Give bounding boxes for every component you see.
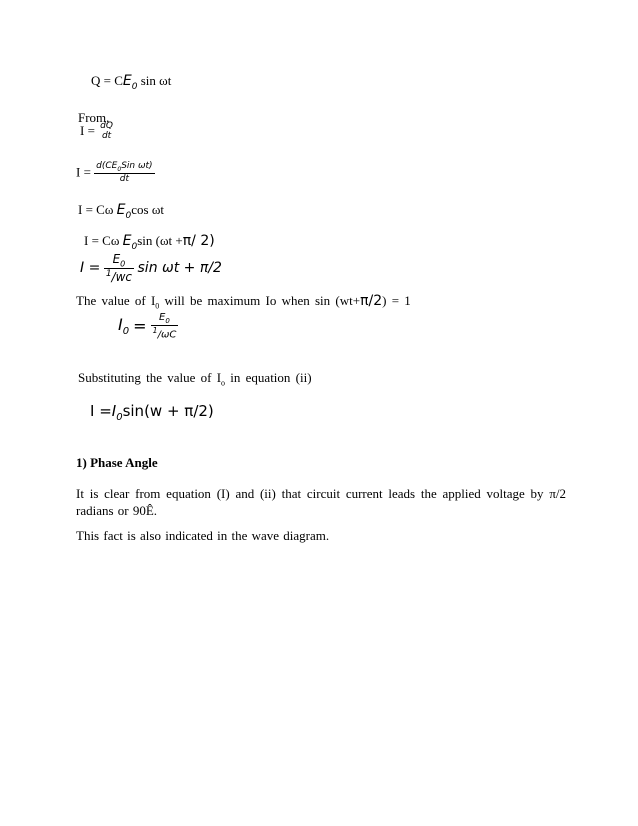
eq-current-sin-shift: I = Cω $E_0\sin$ (ωt +π/ 2) <box>84 233 215 252</box>
eq-charge: $Q = CE_0$ sin ωt <box>91 73 172 92</box>
from-label: From, <box>78 110 110 125</box>
eq-current-derivative: I = dQ dt <box>80 121 113 141</box>
section-heading: 1) Phase Angle <box>76 455 158 470</box>
eq-current-reactance: I = $\frac{E_0}{^1/wc}$ sin ωt + π/2 <box>80 252 222 285</box>
eq-peak-current: $I_0$ = $\frac{E_0}{^1/\omega C}$ <box>118 312 177 341</box>
substitution-statement: Substituting the value of $I_o$ in equation (ii) <box>78 370 312 388</box>
e0-symbol: $E_0$ <box>116 202 132 221</box>
wave-diagram-note: This fact is also indicated in the wave diagram. <box>76 528 330 543</box>
max-current-statement: The value of $I_0$ will be maximum Io when sin (wt+π/2) = 1 <box>76 293 411 311</box>
e0-symbol: $E_0$ <box>122 233 138 252</box>
eq-current-cos: I = Cω $E_0\cos$ ωt <box>78 202 164 221</box>
phase-paragraph: It is clear from equation (I) and (ii) that circuit current leads the applied voltage by π/2 radians or 90Ê. <box>76 486 566 518</box>
fraction-e0-over-reactance: $\frac{E_0}{^1/wc}$ <box>105 252 133 285</box>
fraction-dq-dt: dQ dt <box>100 121 113 141</box>
eq-current-derivative-expanded: I = $\frac{d(CE_0Sin \omega t)}{dt}$ <box>76 161 153 184</box>
fraction-e0-over-xc: $\frac{E_0}{^1/\omega C}$ <box>152 312 177 341</box>
eq-current-final: $I =I_0\sin(w + \pi/2)$ <box>90 402 214 423</box>
e0-symbol: $E_0$ <box>122 73 138 92</box>
fraction-dce0-dt: $\frac{d(CE_0Sin \omega t)}{dt}$ <box>96 161 153 184</box>
